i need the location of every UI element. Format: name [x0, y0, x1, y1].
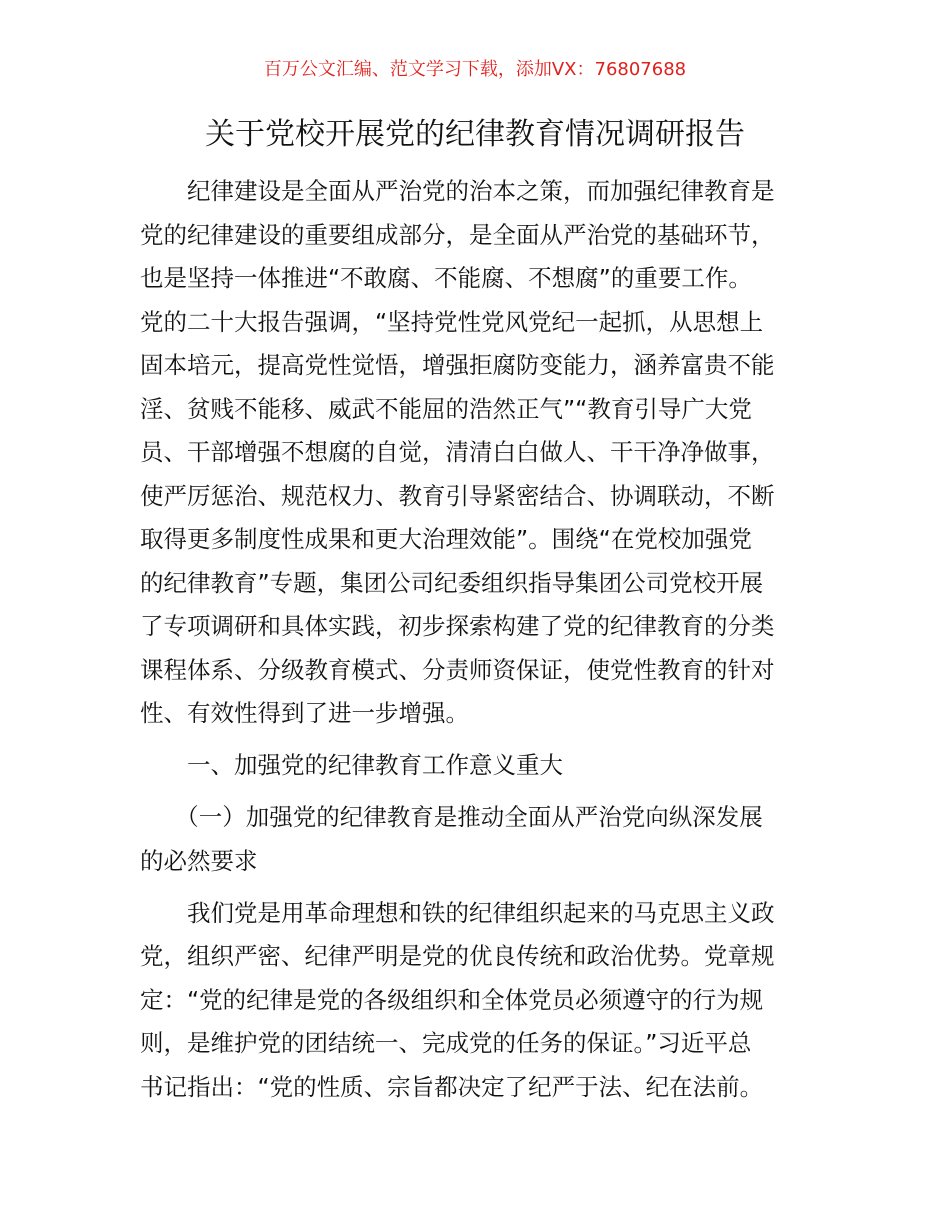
body-line: 我们党是用革命理想和铁的纪律组织起来的马克思主义政	[140, 899, 775, 927]
body-line: 取得更多制度性成果和更大治理效能”。围绕“在党校加强党	[140, 525, 752, 553]
body-line: 也是坚持一体推进“不敢腐、不能腐、不想腐”的重要工作。	[140, 264, 752, 292]
body-line: 了专项调研和具体实践，初步探索构建了党的纪律教育的分类	[140, 612, 775, 640]
subsection-heading: 的必然要求	[140, 847, 258, 875]
body-line: 员、干部增强不想腐的自觉，清清白白做人、干干净净做事，	[140, 438, 775, 466]
body-line: 性、有效性得到了进一步增强。	[140, 699, 469, 727]
body-line: 定：“党的纪律是党的各级组织和全体党员必须遵守的行为规	[140, 986, 764, 1014]
body-line: 党的二十大报告强调，“坚持党性党风党纪一起抓，从思想上	[140, 308, 764, 336]
subsection-heading: （一）加强党的纪律教育是推动全面从严治党向纵深发展	[140, 803, 763, 831]
body-line: 的纪律教育”专题，集团公司纪委组织指导集团公司党校开展	[140, 569, 764, 597]
document-title: 关于党校开展党的纪律教育情况调研报告	[205, 117, 745, 152]
body-line: 党的纪律建设的重要组成部分，是全面从严治党的基础环节，	[140, 221, 775, 249]
body-line: 淫、贫贱不能移、威武不能屈的浩然正气”“教育引导广大党	[140, 395, 752, 423]
body-line: 则，是维护党的团结统一、完成党的任务的保证。”习近平总	[140, 1029, 752, 1057]
promo-header: 百万公文汇编、范文学习下载，添加VX：76807688	[263, 59, 687, 80]
body-line: 纪律建设是全面从严治党的治本之策，而加强纪律教育是	[140, 177, 775, 205]
body-line: 固本培元，提高党性觉悟，增强拒腐防变能力，涵养富贵不能	[140, 351, 775, 379]
section-heading: 一、加强党的纪律教育工作意义重大	[140, 751, 563, 779]
body-line: 课程体系、分级教育模式、分责师资保证，使党性教育的针对	[140, 656, 775, 684]
body-line: 书记指出：“党的性质、宗旨都决定了纪严于法、纪在法前。	[140, 1073, 764, 1101]
body-line: 党，组织严密、纪律严明是党的优良传统和政治优势。党章规	[140, 942, 775, 970]
body-line: 使严厉惩治、规范权力、教育引导紧密结合、协调联动，不断	[140, 482, 775, 510]
